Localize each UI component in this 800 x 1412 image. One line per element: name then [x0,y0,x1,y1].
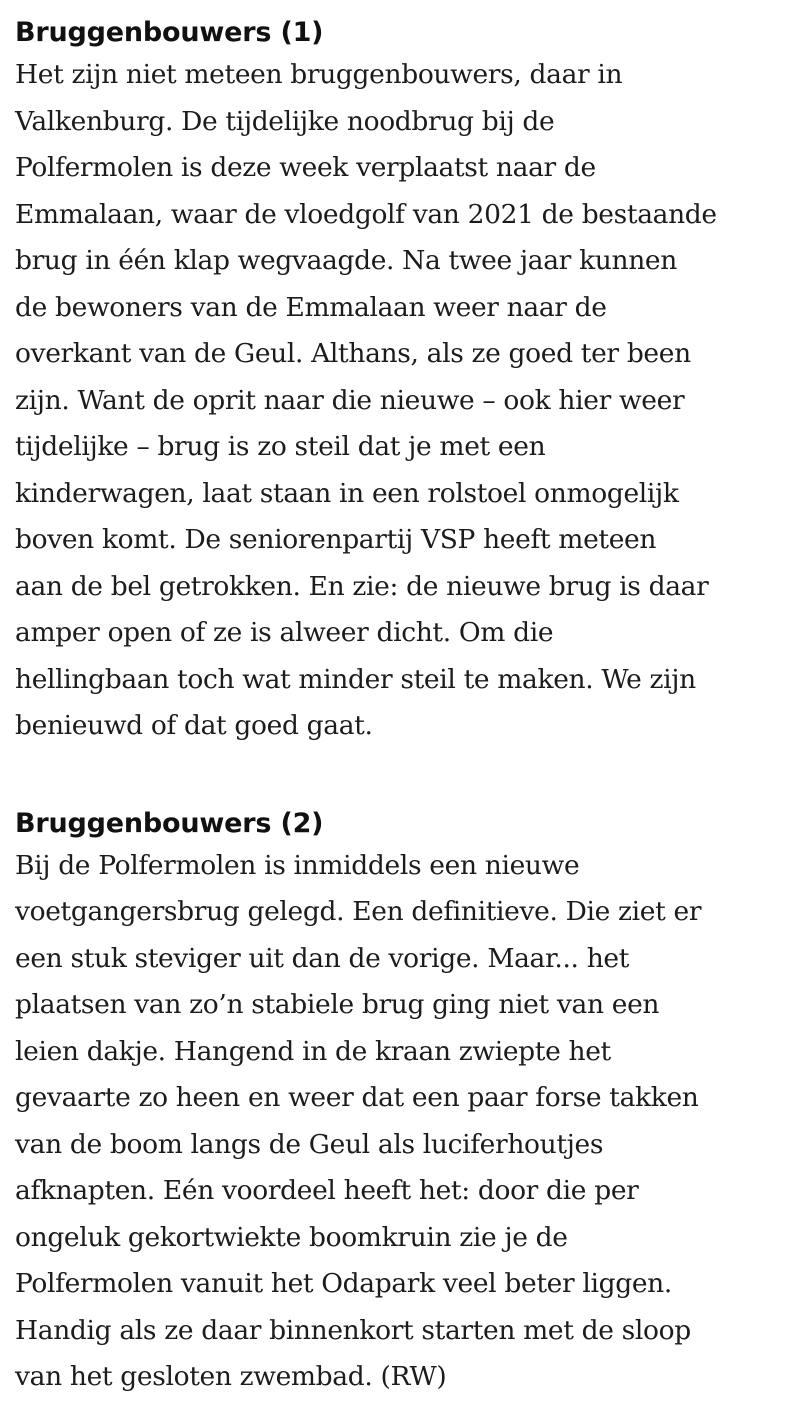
article-headline: Bruggenbouwers (1) [15,17,324,48]
body-line: Polfermolen vanuit het Odapark veel beter liggen. [15,1268,672,1299]
body-line: een stuk steviger uit dan de vorige. Maar... het [15,942,630,974]
body-line: gevaarte zo heen en weer dat een paar forse takken [15,1082,699,1113]
article-body [15,52,784,750]
body-line: overkant van de Geul. Althans, als ze goed ter been [15,338,691,369]
body-line: afknapten. Eén voordeel heeft het: door die per [15,1175,639,1206]
body-line: zijn. Want de oprit naar die nieuwe – ook hier weer [15,384,685,416]
body-line: amper open of ze is alweer dicht. Om die [15,617,554,648]
body-line: Handig als ze daar binnenkort starten met de sloop [15,1314,691,1346]
body-line: plaatsen van zo’n stabiele brug ging niet van een [15,989,660,1020]
body-line: Polfermolen is deze week verplaatst naar de [15,152,596,183]
body-line: boven komt. De seniorenpartij VSP heeft meteen [15,524,657,555]
article-headline: Bruggenbouwers (2) [15,807,324,839]
body-line: brug in één klap wegvaagde. Na twee jaar kunnen [15,245,677,276]
body-line: de bewoners van de Emmalaan weer naar de [15,291,607,323]
body-line: Valkenburg. De tijdelijke noodbrug bij de [15,105,555,137]
body-line: kinderwagen, laat staan in een rolstoel onmogelijk [15,477,679,509]
body-line: leien dakje. Hangend in de kraan zwiepte het [15,1035,611,1067]
body-line: hellingbaan toch wat minder steil te maken. We zijn [15,663,696,695]
body-line: aan de bel getrokken. En zie: de nieuwe brug is daar [15,570,709,602]
body-line: van het gesloten zwembad. (RW) [15,1361,447,1392]
body-line: Emmalaan, waar de vloedgolf van 2021 de bestaande [15,198,717,230]
body-line: van de boom langs de Geul als luciferhoutjes [15,1128,604,1160]
body-line: ongeluk gekortwiekte boomkruin zie je de [15,1221,568,1253]
body-line: voetgangersbrug gelegd. Een definitieve. Die ziet er [15,896,702,927]
article-body [15,843,784,1401]
body-line: tijdelijke – brug is zo steil dat je met een [15,431,546,462]
body-line: Bij de Polfermolen is inmiddels een nieuwe [15,849,580,881]
article-bruggenbouwers-1 [15,14,784,750]
body-line: benieuwd of dat goed gaat. [15,710,373,741]
article-bruggenbouwers-2 [15,805,784,1401]
body-line: Het zijn niet meteen bruggenbouwers, daar in [15,59,623,90]
